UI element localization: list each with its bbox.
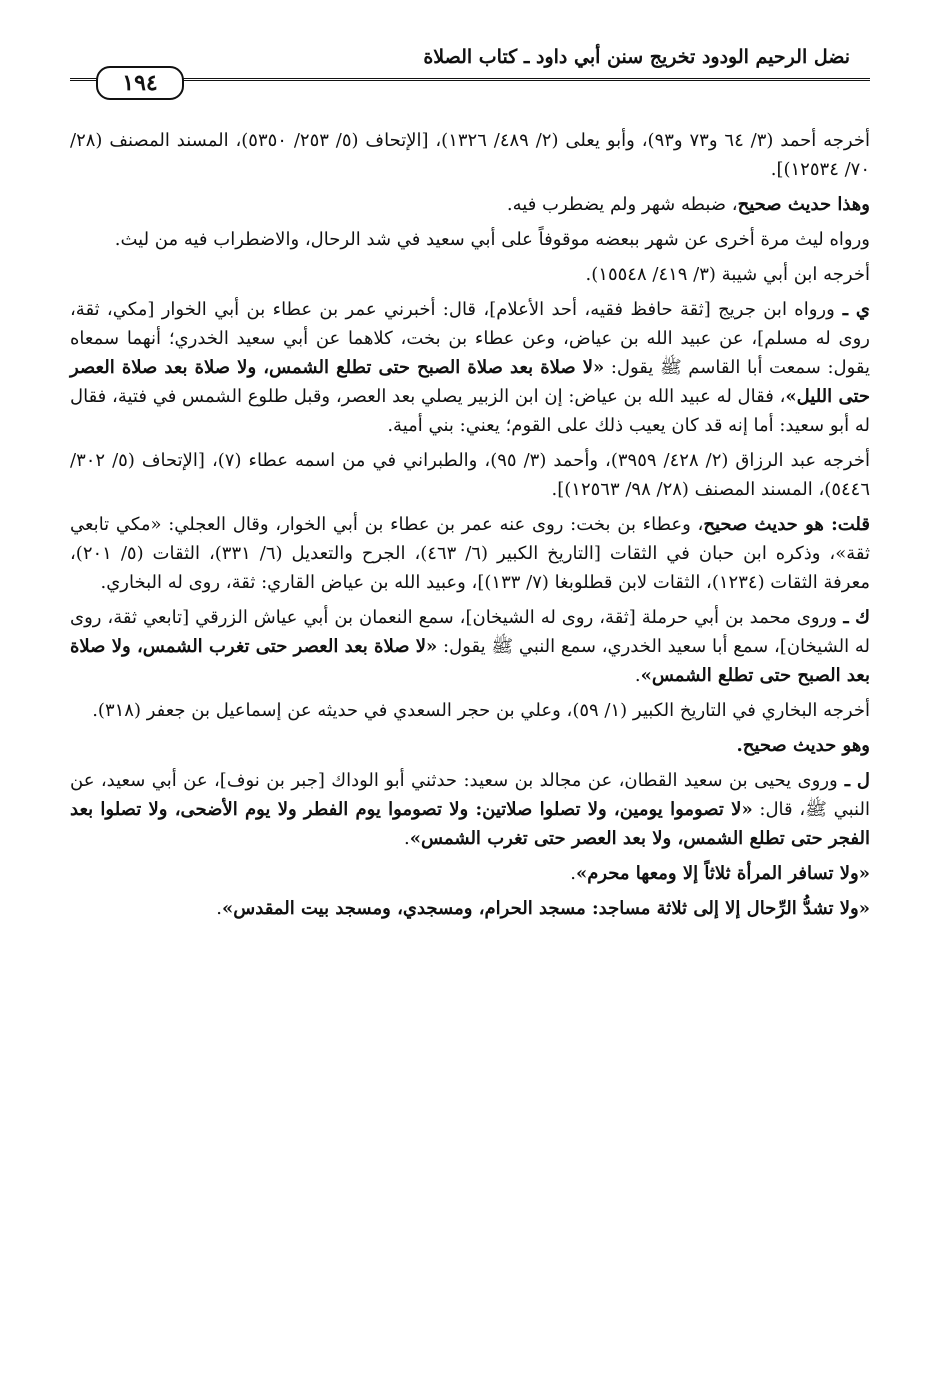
text-segment: ورواه ابن جريج [ثقة حافظ فقيه، أحد الأعلام]، قال: أخبرني عمر بن عطاء بن أبي الخوار [مكي، ثقة، روى له مسلم]، عن عبيد الله بن عياض، وعن عطاء بن بخت، كلاهما عن أبي سعيد الخدري؛ أنهما سمعاه يقول: سمعت أبا القاسم ﷺ يقول:	[70, 299, 870, 378]
text-segment: ورواه ليث مرة أخرى عن شهر ببعضه موقوفاً على أبي سعيد في شد الرحال، والاضطراب فيه من ليث.	[114, 229, 870, 250]
text-segment: ، فقال له عبيد الله بن عياض: إن ابن الزبير يصلي بعد العصر، وقبل طلوع الشمس في فتية، فقال له أبو سعيد: أما إنه قد كان يعيب ذلك على القوم؛ يعني: بني أمية.	[70, 386, 870, 436]
paragraph	[70, 766, 870, 853]
text-segment: .	[634, 665, 641, 686]
text-segment: ، ضبطه شهر ولم يضطرب فيه.	[506, 194, 738, 215]
bold-text-segment: «ولا تسافر المرأة ثلاثاً إلا ومعها محرم»	[575, 863, 870, 884]
paragraph	[70, 696, 870, 725]
text-segment: أخرجه ابن أبي شيبة (٣/ ٤١٩/ ١٥٥٤٨).	[585, 264, 870, 285]
bold-text-segment: «ولا تشدُّ الرِّحال إلا إلى ثلاثة مساجد: مسجد الحرام، ومسجدي، ومسجد بيت المقدس»	[222, 898, 870, 919]
document-page	[70, 40, 870, 1360]
text-segment: .	[570, 863, 576, 884]
text-segment: وروى محمد بن أبي حرملة [ثقة، روى له الشيخان]، سمع النعمان بن أبي عياش الزرقي [تابعي ثقة، روى له الشيخان]، سمع أبا سعيد الخدري، سمع النبي ﷺ يقول:	[70, 607, 870, 657]
page-body	[70, 126, 870, 929]
bold-text-segment: ل ـ	[837, 770, 870, 791]
text-segment: أخرجه البخاري في التاريخ الكبير (١/ ٥٩)، وعلي بن حجر السعدي في حديثه عن إسماعيل بن جعفر (٣١٨).	[92, 700, 870, 721]
text-segment: أخرجه أحمد (٣/ ٦٤ و٧٣ و٩٣)، وأبو يعلى (٢/ ٤٨٩/ ١٣٢٦)، [الإتحاف (٥/ ٢٥٣/ ٥٣٥٠)، المسند المصنف (٢٨/ ٧٠/ ١٢٥٣٤)].	[70, 130, 870, 180]
text-segment: أخرجه عبد الرزاق (٢/ ٤٢٨/ ٣٩٥٩)، وأحمد (٣/ ٩٥)، والطبراني في من اسمه عطاء (٧)، [الإتحاف (٥/ ٣٠٢/ ٥٤٤٦)، المسند المصنف (٢٨/ ٩٨/ ١٢٥٦٣)].	[70, 450, 870, 500]
bold-text-segment: ك ـ	[836, 607, 870, 628]
paragraph	[70, 260, 870, 289]
paragraph	[70, 603, 870, 690]
bold-text-segment: ي ـ	[834, 299, 870, 320]
bold-text-segment: وهو حديث صحيح.	[736, 735, 870, 756]
paragraph	[70, 295, 870, 440]
paragraph	[70, 510, 870, 597]
paragraph	[70, 126, 870, 184]
paragraph	[70, 225, 870, 254]
page-number: ١٩٤	[96, 66, 184, 100]
bold-text-segment: قلت: هو حديث صحيح	[703, 514, 870, 535]
text-segment: .	[404, 828, 410, 849]
text-segment: .	[216, 898, 223, 919]
text-segment: وروى يحيى بن سعيد القطان، عن مجالد بن سعيد: حدثني أبو الوداك [جبر بن نوف]، عن أبي سعيد، عن النبي ﷺ، قال:	[70, 770, 870, 820]
bold-text-segment: «لا صلاة بعد صلاة الصبح حتى تطلع الشمس، ولا صلاة بعد صلاة العصر حتى الليل»	[70, 357, 871, 407]
header-rule	[70, 78, 870, 81]
paragraph	[70, 731, 870, 760]
bold-text-segment: «لا صلاة بعد العصر حتى تغرب الشمس، ولا صلاة بعد الصبح حتى تطلع الشمس»	[70, 636, 870, 686]
paragraph	[70, 190, 870, 219]
bold-text-segment: «لا تصوموا يومين، ولا تصلوا صلاتين: ولا تصوموا يوم الفطر ولا يوم الأضحى، ولا تصلوا بعد الفجر حتى تطلع الشمس، ولا بعد العصر حتى تغرب الشمس»	[70, 799, 870, 849]
paragraph	[70, 859, 870, 888]
text-segment: ، وعطاء بن بخت: روى عنه عمر بن عطاء بن أبي الخوار، وقال العجلي: «مكي تابعي ثقة»، وذكره ابن حبان في الثقات [التاريخ الكبير (٦/ ٤٦٣)، الجرح والتعديل (٦/ ٣٣١)، الثقات (٥/ ٢٠١)، معرفة الثقات (١٢٣٤)، الثقات لابن قطلوبغا (٧/ ١٣٣)]، وعبيد الله بن عياض القاري: ثقة، روى له البخاري.	[70, 514, 870, 593]
running-title: نضل الرحيم الودود تخريج سنن أبي داود ـ كتاب الصلاة	[423, 46, 850, 68]
paragraph	[70, 446, 870, 504]
page-header	[70, 40, 870, 98]
paragraph	[70, 894, 870, 923]
bold-text-segment: وهذا حديث صحيح	[737, 194, 870, 215]
